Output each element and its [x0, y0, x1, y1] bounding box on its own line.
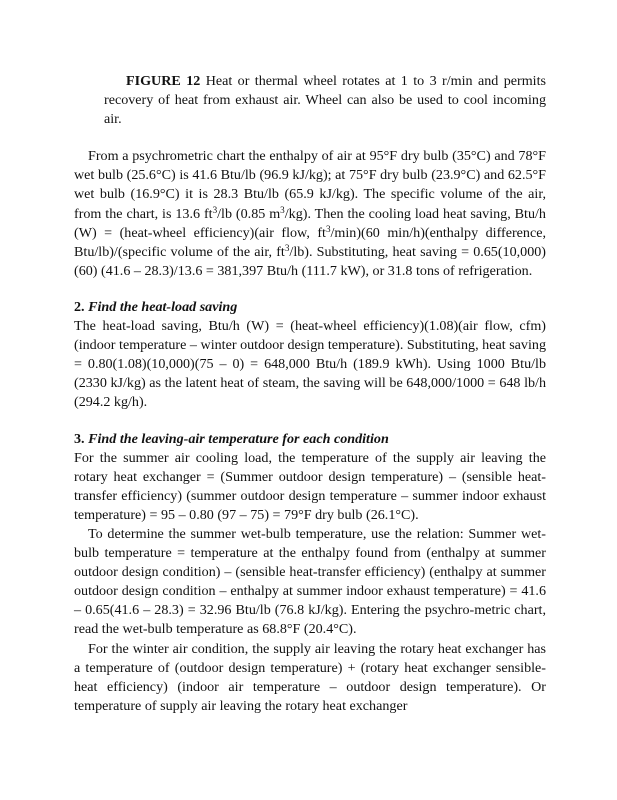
section-3-number: 3.	[74, 430, 85, 447]
figure-label: FIGURE 12	[126, 73, 201, 89]
intro-text-5: /lb). Substituting, heat saving = 0.65(10,000)(60) (41.6 – 28.3)/13.6 = 381,397 Btu/h (111.7 kW), or 31.8 tons of refrigeration.	[74, 243, 547, 279]
section-2-number: 2.	[74, 298, 85, 315]
intro-text-4: /min)(60 min/h)(enthalpy difference, Btu/lb)/(specific volume of the air, ft	[74, 224, 546, 260]
intro-paragraph	[74, 147, 546, 281]
section-2-body: The heat-load saving, Btu/h (W) = (heat-wheel efficiency)(1.08)(air flow, cfm)(indoor temperature – winter outdoor design temperature). Substituting, heat saving = 0.80(1.08)(10,000)(75 – 0) = 648,000 Btu/h (189.9 kWh). Using 1000 Btu/lb (2330 kJ/kg) as the latent heat of steam, the saving will be 648,000/1000 = 648 lb/h (294.2 kg/h).	[74, 318, 546, 411]
section-2-heading	[74, 298, 546, 317]
section-2-title: Find the heat-load saving	[88, 298, 238, 315]
superscript: 3	[284, 242, 290, 253]
section-3-paragraph-2: To determine the summer wet-bulb temperature, use the relation: Summer wet-bulb temperature = temperature at the enthalpy found from (enthalpy at summer outdoor design condition) – (sensible heat-transfer efficiency) (enthalpy at summer outdoor design condition – enthalpy at summer indoor exhaust temperature) = 41.6 – 0.65(41.6 – 28.3) = 32.96 Btu/lb (76.8 kJ/kg). Entering the psychro-metric chart, read the wet-bulb temperature as 68.8°F (20.4°C).	[74, 525, 546, 638]
section-3-heading	[74, 430, 546, 449]
document-page	[74, 72, 546, 716]
intro-text-1: From a psychrometric chart the enthalpy of air at 95°F dry bulb (35°C) and 78°F wet bulb (25.6°C) is 41.6 Btu/lb (96.9 kJ/kg); at 75°F dry bulb (23.9°C) and 62.5°F wet bulb (16.9°C) it is 28.3 Btu/lb (65.9 kJ/kg). The specific volume of the air, from the chart, is 13.6 ft	[74, 148, 546, 222]
section-3-title: Find the leaving-air temperature for each condition	[88, 430, 389, 447]
figure-caption-text: Heat or thermal wheel rotates at 1 to 3 r/min and permits recovery of heat from exhaust air. Wheel can also be used to cool incoming air.	[104, 73, 546, 128]
intro-text-2: /lb (0.85 m	[217, 205, 281, 222]
intro-text-3: /kg). Then the cooling load heat saving, Btu/h (W) = (heat-wheel efficiency)(air flow, ft	[74, 205, 546, 241]
superscript: 3	[212, 204, 218, 215]
section-3-paragraph-3: For the winter air condition, the supply air leaving the rotary heat exchanger has a temperature of (outdoor design temperature) + (rotary heat exchanger sensible-heat efficiency) (indoor air temperature – outdoor design temperature). Or temperature of supply air leaving the rotary heat exchanger	[74, 640, 546, 714]
section-3-paragraph-1: For the summer air cooling load, the temperature of the supply air leaving the rotary heat exchanger = (Summer outdoor design temperature) – (sensible heat-transfer efficiency) (summer outdoor design temperature – summer indoor exhaust temperature) = 95 – 0.80 (97 – 75) = 79°F dry bulb (26.1°C).	[74, 449, 546, 523]
figure-caption	[104, 72, 546, 129]
superscript: 3	[325, 223, 331, 234]
superscript: 3	[280, 204, 285, 215]
